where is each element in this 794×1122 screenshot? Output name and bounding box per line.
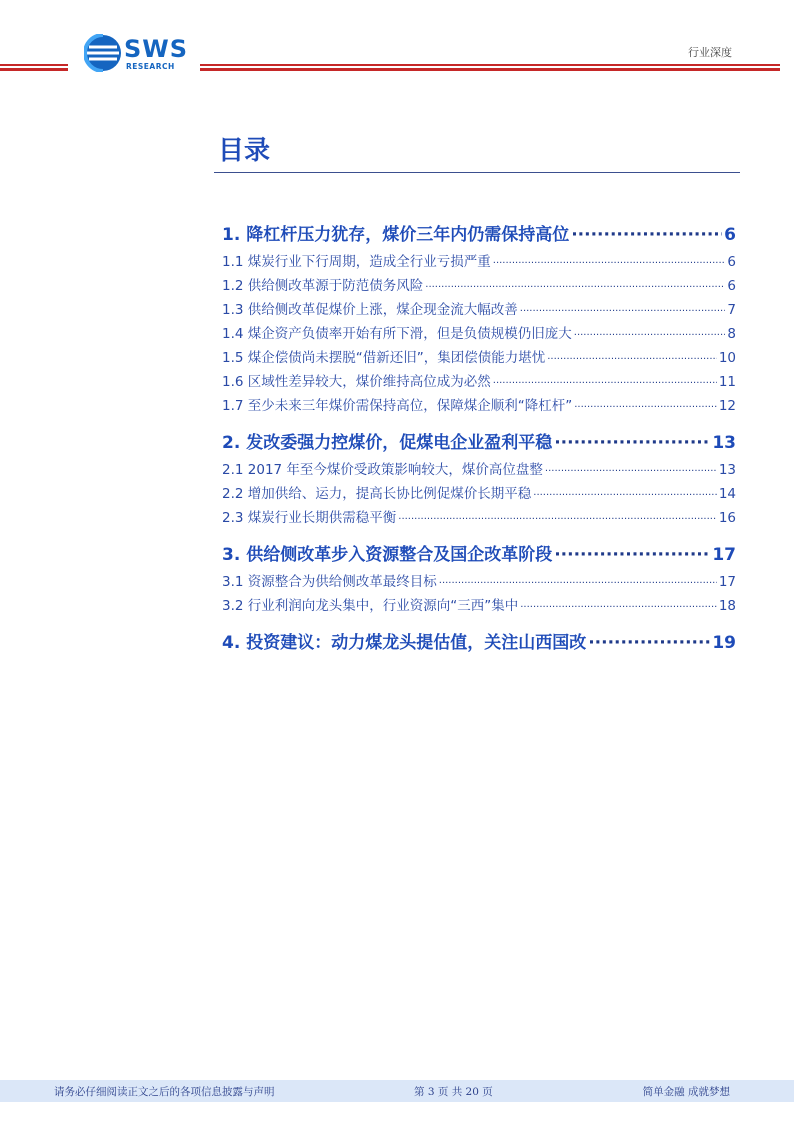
toc-dot-leader	[493, 378, 717, 389]
page-number: 第 3 页 共 20 页	[414, 1086, 493, 1098]
disclaimer-text: 请务必仔细阅读正文之后的各项信息披露与声明	[54, 1086, 275, 1098]
toc-page-number: 6	[724, 225, 736, 244]
toc-section-entry[interactable]	[222, 482, 736, 504]
sws-logo	[84, 34, 194, 74]
toc-entry-title: 4. 投资建议：动力煤龙头提估值，关注山西国改	[222, 633, 587, 652]
toc-page-number: 17	[712, 545, 736, 564]
toc-entry-title: 3. 供给侧改革步入资源整合及国企改革阶段	[222, 545, 553, 564]
toc-entry-title: 1.1 煤炭行业下行周期，造成全行业亏损严重	[222, 254, 491, 270]
toc-entry-title: 1.6 区域性差异较大，煤价维持高位成为必然	[222, 374, 491, 390]
header-rule-left	[0, 64, 68, 66]
toc-page-number: 10	[718, 350, 736, 366]
header-rule-left-thick	[0, 68, 68, 71]
report-category-tag: 行业深度	[688, 46, 732, 59]
toc-dot-leader	[554, 545, 710, 564]
toc-dot-leader	[571, 225, 722, 244]
toc-section-entry[interactable]	[222, 594, 736, 616]
toc-entry-title: 2. 发改委强力控煤价，促煤电企业盈利平稳	[222, 433, 553, 452]
toc-dot-leader	[439, 578, 717, 589]
toc-chapter-entry[interactable]	[222, 220, 736, 244]
toc-dot-leader	[520, 306, 726, 317]
toc-entry-title: 2.3 煤炭行业长期供需稳平衡	[222, 510, 397, 526]
toc-dot-leader	[545, 466, 717, 477]
toc-page-number: 13	[712, 433, 736, 452]
logo-subtext: RESEARCH	[126, 62, 175, 71]
toc-chapter-entry[interactable]	[222, 428, 736, 452]
toc-dot-leader	[425, 282, 725, 293]
table-of-contents	[222, 220, 736, 652]
toc-dot-leader	[574, 402, 717, 413]
page-footer	[0, 1080, 794, 1102]
header-rule-right	[200, 64, 780, 66]
toc-entry-title: 2.1 2017 年至今煤价受政策影响较大，煤价高位盘整	[222, 462, 543, 478]
toc-entry-title: 1.2 供给侧改革源于防范债务风险	[222, 278, 424, 294]
toc-dot-leader	[554, 433, 710, 452]
toc-entry-title: 3.2 行业利润向龙头集中，行业资源向“三西”集中	[222, 598, 519, 614]
toc-section-entry[interactable]	[222, 250, 736, 272]
toc-dot-leader	[533, 490, 717, 501]
toc-page-number: 18	[718, 598, 736, 614]
toc-section-entry[interactable]	[222, 394, 736, 416]
toc-page-number: 19	[712, 633, 736, 652]
toc-section-entry[interactable]	[222, 346, 736, 368]
toc-section-entry[interactable]	[222, 298, 736, 320]
toc-page-number: 17	[718, 574, 736, 590]
toc-page-number: 14	[718, 486, 736, 502]
page-title: 目录	[218, 136, 271, 166]
toc-entry-title: 2.2 增加供给、运力，提高长协比例促煤价长期平稳	[222, 486, 532, 502]
toc-entry-title: 1.3 供给侧改革促煤价上涨，煤企现金流大幅改善	[222, 302, 518, 318]
toc-section-entry[interactable]	[222, 370, 736, 392]
toc-chapter-entry[interactable]	[222, 628, 736, 652]
toc-section-entry[interactable]	[222, 322, 736, 344]
toc-dot-leader	[547, 354, 717, 365]
sws-logo-icon	[84, 34, 122, 72]
toc-section-entry[interactable]	[222, 570, 736, 592]
toc-entry-title: 1. 降杠杆压力犹存，煤价三年内仍需保持高位	[222, 225, 570, 244]
toc-page-number: 16	[718, 510, 736, 526]
toc-page-number: 6	[727, 254, 736, 270]
toc-page-number: 6	[727, 278, 736, 294]
toc-page-number: 12	[718, 398, 736, 414]
toc-dot-leader	[493, 258, 726, 269]
toc-page-number: 8	[727, 326, 736, 342]
logo-text: SWS	[124, 35, 189, 63]
toc-dot-leader	[574, 330, 726, 341]
toc-dot-leader	[520, 602, 717, 613]
toc-entry-title: 3.1 资源整合为供给侧改革最终目标	[222, 574, 437, 590]
toc-section-entry[interactable]	[222, 506, 736, 528]
toc-section-entry[interactable]	[222, 458, 736, 480]
title-divider	[214, 172, 740, 173]
toc-entry-title: 1.7 至少未来三年煤价需保持高位，保障煤企顺利“降杠杆”	[222, 398, 573, 414]
toc-dot-leader	[398, 514, 717, 525]
toc-page-number: 13	[718, 462, 736, 478]
toc-dot-leader	[588, 633, 710, 652]
slogan-text: 简单金融 成就梦想	[642, 1086, 730, 1098]
toc-chapter-entry[interactable]	[222, 540, 736, 564]
toc-page-number: 11	[718, 374, 736, 390]
toc-entry-title: 1.4 煤企资产负债率开始有所下滑，但是负债规模仍旧庞大	[222, 326, 572, 342]
header-rule-right-thick	[200, 68, 780, 71]
toc-section-entry[interactable]	[222, 274, 736, 296]
toc-page-number: 7	[727, 302, 736, 318]
toc-entry-title: 1.5 煤企偿债尚未摆脱“借新还旧”，集团偿债能力堪忧	[222, 350, 546, 366]
